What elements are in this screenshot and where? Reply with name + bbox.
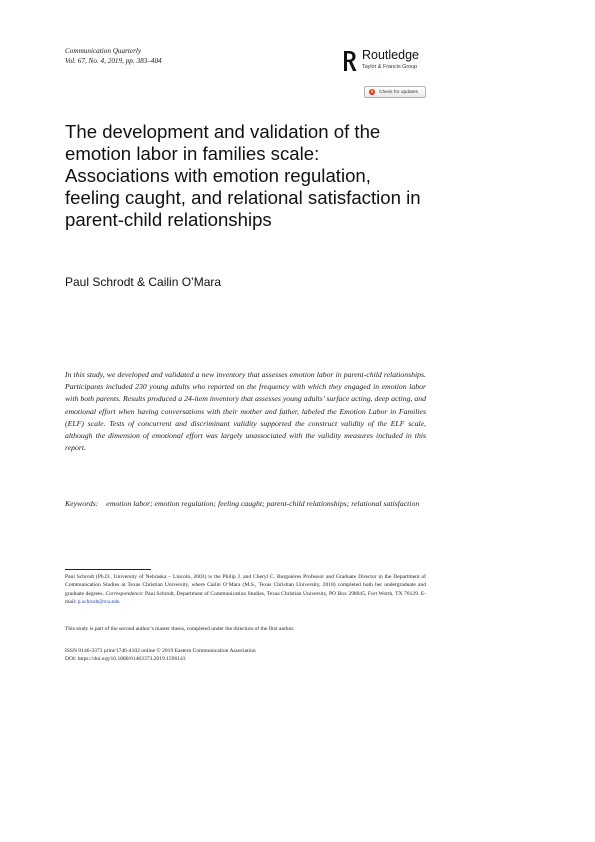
publisher-name: Routledge	[362, 48, 419, 62]
issn-line: ISSN 0146-3373 print/1746-4102 online © 2019 Eastern Communication Association	[65, 648, 256, 654]
journal-volume: Vol. 67, No. 4, 2019, pp. 383–404	[65, 56, 162, 65]
author-footnote	[65, 573, 426, 607]
routledge-logo	[343, 49, 433, 73]
doi-line[interactable]: DOI: https://doi.org/10.1080/01463373.2019.1596143	[65, 656, 186, 663]
keywords-label: Keywords:	[65, 499, 99, 508]
footnote-divider	[65, 569, 151, 570]
author-bio: Paul Schrodt (Ph.D., University of Nebraska – Lincoln, 2003) is the Philip J. and Cheryl C. Burguières Professor and Graduate Director in the Department of Communication Studies at Texas Christian University, where Cailin O’Mara (M.S., Texas Christian University, 2018) completed both her undergraduate and graduate degrees.	[65, 574, 426, 597]
abstract: In this study, we developed and validated a new inventory that assesses emotion labor in parent-child relationships. Participants included 230 young adults who reported on the frequency with which they engaged in emotion labor with both parents. Results produced a 24-item inventory that assesses young adults’ surface acting, deep acting, and emotional effort when having conversations with their mother and father, labeled the Emotion Labor in Families (ELF) scale. Tests of concurrent and discriminant validity supported the construct validity of the ELF scale, although the dimension of emotional effort was largely unassociated with the validity measures included in this report.	[65, 370, 426, 453]
keywords-list: emotion labor; emotion regulation; feeling caught; parent-child relationships; relational satisfaction	[106, 499, 420, 508]
thesis-note: This study is part of the second author’s master thesis, completed under the direction of the first author.	[65, 626, 295, 632]
correspondence-label: Correspondence	[105, 590, 142, 597]
check-for-updates-button[interactable]	[364, 86, 426, 98]
issn-block	[65, 647, 426, 664]
email-link[interactable]: p.schrodt@tcu.edu	[77, 599, 120, 606]
correspondence-address: : Paul Schrodt, Department of Communication Studies, Texas Christian University, PO Box 298045, Fort Worth, TX 76129. E-mail:	[65, 590, 426, 606]
keywords	[65, 498, 426, 510]
crossmark-icon	[369, 89, 375, 95]
article-title: The development and validation of the emotion labor in families scale: Associations with emotion regulation, feeling caught, and relational satisfaction in parent-child relationships	[65, 121, 421, 230]
check-for-updates-label: Check for updates	[379, 89, 418, 95]
journal-citation	[65, 47, 162, 66]
routledge-r-icon	[343, 50, 357, 72]
journal-name: Communication Quarterly	[65, 47, 142, 55]
publisher-sub: Taylor & Francis Group	[362, 64, 418, 70]
article-authors: Paul Schrodt & Cailin O’Mara	[65, 275, 222, 289]
